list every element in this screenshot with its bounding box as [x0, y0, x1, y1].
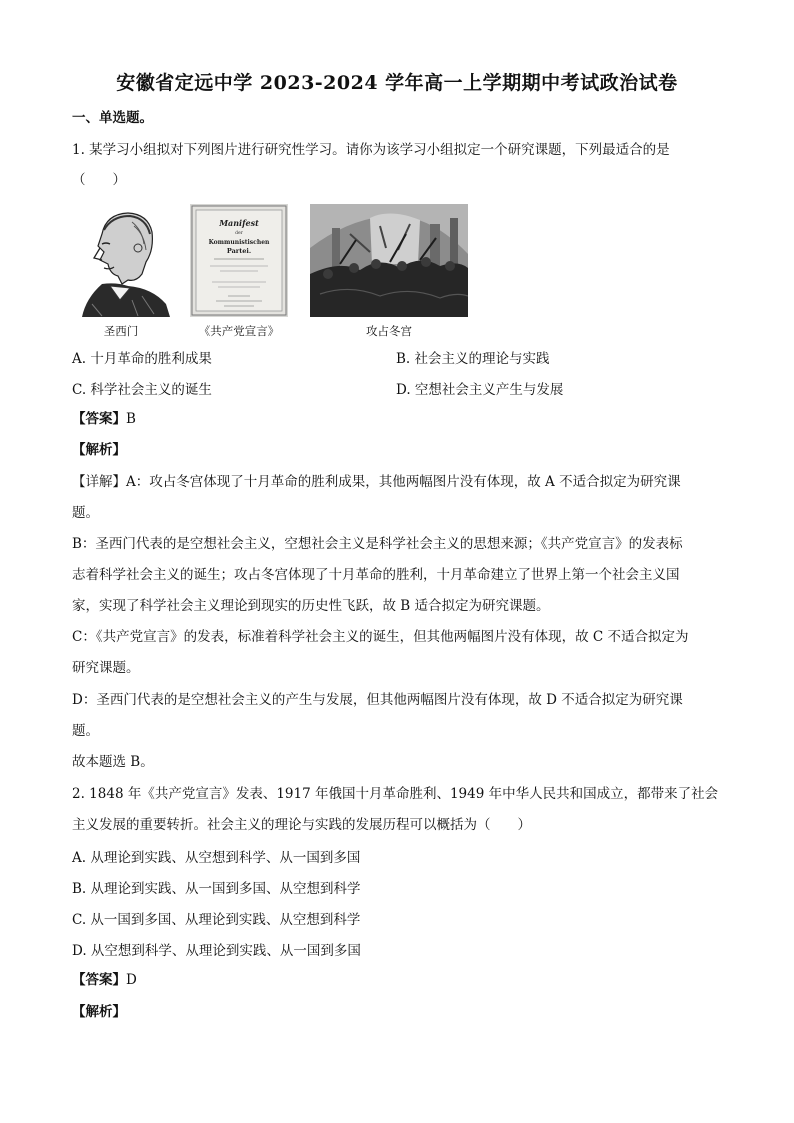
crowd-scene-icon — [310, 204, 468, 317]
svg-text:Manifest: Manifest — [219, 218, 259, 228]
q2-option-c[interactable]: C. 从一国到多国、从理论到实践、从空想到科学 — [72, 912, 361, 928]
q2-stem-line-1: 2. 1848 年《共产党宣言》发表、1917 年俄国十月革命胜利、1949 年中华人民共和国成立，都带来了社会 — [72, 786, 719, 802]
q1-analysis-label: 【解析】 — [72, 442, 126, 458]
figure-caption: 攻占冬宫 — [366, 324, 412, 338]
q2-stem-line-2: 主义发展的重要转折。社会主义的理论与实践的发展历程可以概括为（ ） — [72, 817, 531, 833]
q1-detail-line: 研究课题。 — [72, 660, 140, 676]
q1-detail-line: 故本题选 B。 — [72, 754, 154, 770]
q1-detail-line: B：圣西门代表的是空想社会主义，空想社会主义是科学社会主义的思想来源；《共产党宣言》的发表标 — [72, 536, 683, 552]
q1-option-d[interactable]: D. 空想社会主义产生与发展 — [396, 382, 564, 398]
answer-value: D — [126, 972, 137, 988]
q1-detail-line: 家，实现了科学社会主义理论到现实的历史性飞跃，故 B 适合拟定为研究课题。 — [72, 598, 550, 614]
q1-option-c[interactable]: C. 科学社会主义的诞生 — [72, 382, 212, 398]
q1-answer — [72, 409, 136, 429]
book-cover-icon — [190, 204, 288, 317]
section-heading: 一、单选题。 — [72, 110, 153, 126]
answer-label: 【答案】 — [72, 972, 126, 988]
answer-label: 【答案】 — [72, 411, 126, 427]
q1-detail-line: 题。 — [72, 723, 99, 739]
page-title: 安徽省定远中学 2023-2024 学年高一上学期期中考试政治试卷 — [116, 72, 678, 94]
svg-text:Kommunistischen: Kommunistischen — [208, 239, 270, 246]
q1-detail-line: 题。 — [72, 505, 99, 521]
figure-caption: 《共产党宣言》 — [198, 324, 280, 338]
portrait-engraving-icon — [72, 204, 170, 317]
q2-analysis-label: 【解析】 — [72, 1004, 126, 1020]
q1-detail-line: 志着科学社会主义的诞生；攻占冬宫体现了十月革命的胜利，十月革命建立了世界上第一个社会主义国 — [72, 567, 680, 583]
q2-option-a[interactable]: A. 从理论到实践、从空想到科学、从一国到多国 — [72, 850, 361, 866]
q1-detail-line: C：《共产党宣言》的发表，标准着科学社会主义的诞生，但其他两幅图片没有体现，故 C 不适合拟定为 — [72, 629, 689, 645]
figure-caption: 圣西门 — [103, 324, 139, 338]
q1-stem-line-1: 1. 某学习小组拟对下列图片进行研究性学习。请你为该学习小组拟定一个研究课题，下列最适合的是 — [72, 142, 670, 158]
answer-value: B — [126, 411, 136, 427]
q1-stem-line-2: （ ） — [72, 172, 126, 188]
q1-option-a[interactable]: A. 十月革命的胜利成果 — [72, 351, 212, 367]
q2-option-d[interactable]: D. 从空想到科学、从理论到实践、从一国到多国 — [72, 943, 361, 959]
q1-detail-line: 【详解】A：攻占冬宫体现了十月革命的胜利成果，其他两幅图片没有体现，故 A 不适合拟定为研究课 — [72, 474, 681, 490]
svg-text:der: der — [235, 231, 243, 236]
q1-detail-line: D：圣西门代表的是空想社会主义的产生与发展，但其他两幅图片没有体现，故 D 不适合拟定为研究课 — [72, 692, 683, 708]
svg-text:Partei.: Partei. — [226, 247, 252, 255]
q2-option-b[interactable]: B. 从理论到实践、从一国到多国、从空想到科学 — [72, 881, 361, 897]
q1-option-b[interactable]: B. 社会主义的理论与实践 — [396, 351, 550, 367]
q2-answer — [72, 970, 137, 990]
